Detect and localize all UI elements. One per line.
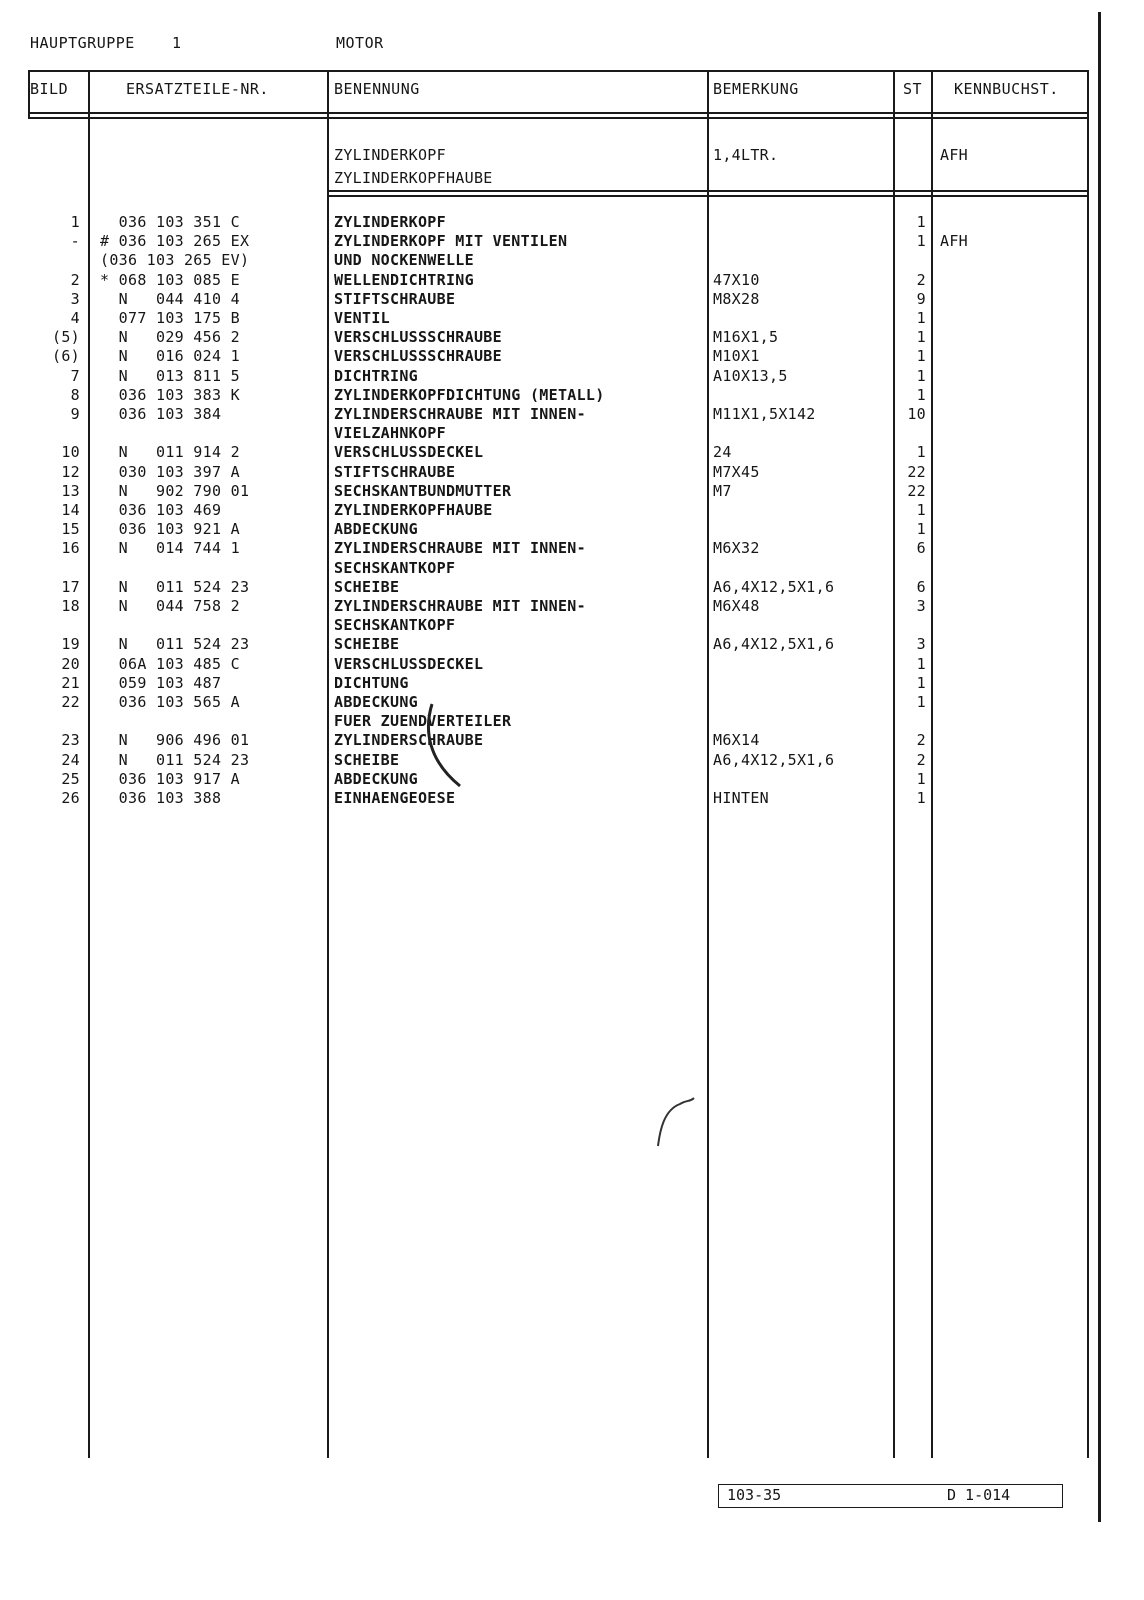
row-quantity: 1: [916, 693, 926, 711]
row-bild-number: (5): [52, 328, 80, 347]
row-part-name: SCHEIBE: [334, 750, 400, 769]
row-bild-number: 14: [61, 501, 80, 519]
section-title: ZYLINDERKOPF: [334, 146, 446, 164]
row-part-number: N 011 524 23: [100, 577, 250, 596]
row-remark: M16X1,5: [713, 328, 779, 347]
row-part-name: VERSCHLUSSSCHRAUBE: [334, 347, 502, 366]
row-part-name: ZYLINDERKOPF: [334, 213, 446, 231]
row-remark: 47X10: [713, 270, 760, 289]
row-part-name: STIFTSCHRAUBE: [334, 462, 456, 481]
table-row: [0, 559, 1144, 578]
row-part-name: ZYLINDERSCHRAUBE MIT INNEN-: [334, 597, 586, 615]
table-row: [0, 271, 1144, 290]
row-quantity: 2: [916, 731, 926, 750]
row-bild-number: 19: [61, 635, 80, 654]
row-part-number: 036 103 351 C: [100, 213, 240, 231]
table-row: [0, 635, 1144, 654]
row-part-name: SCHEIBE: [334, 577, 400, 596]
table-row: [0, 616, 1144, 635]
row-quantity: 1: [916, 520, 926, 539]
row-part-number: 077 103 175 B: [100, 309, 240, 327]
row-quantity: 1: [916, 443, 926, 462]
row-part-number: N 029 456 2: [100, 328, 240, 347]
row-quantity: 10: [907, 405, 926, 423]
row-quantity: 3: [916, 597, 926, 615]
row-bild-number: 10: [61, 443, 80, 462]
row-part-number: 036 103 565 A: [100, 693, 240, 711]
row-quantity: 1: [916, 654, 926, 673]
row-bild-number: 24: [61, 750, 80, 769]
row-part-number: 036 103 917 A: [100, 769, 240, 788]
table-row: [0, 443, 1144, 462]
group-title: MOTOR: [336, 34, 384, 52]
row-bild-number: 8: [70, 385, 80, 404]
row-bild-number: 7: [70, 366, 80, 385]
row-bild-number: 25: [61, 769, 80, 788]
row-quantity: 1: [916, 309, 926, 327]
page-reference: 103-35: [727, 1486, 782, 1504]
row-remark: M6X48: [713, 597, 760, 615]
row-bild-number: (6): [52, 347, 80, 366]
row-part-name: VERSCHLUSSDECKEL: [334, 443, 484, 462]
row-part-number: N 044 410 4: [100, 289, 240, 308]
table-row: [0, 309, 1144, 328]
col-header-qty: ST: [903, 80, 923, 98]
row-quantity: 1: [916, 213, 926, 231]
row-part-number: N 016 024 1: [100, 347, 240, 366]
table-row: [0, 597, 1144, 616]
row-quantity: 22: [907, 462, 926, 481]
row-part-number: N 011 914 2: [100, 443, 240, 462]
table-row: [0, 290, 1144, 309]
table-row: [0, 424, 1144, 443]
row-part-number: 030 103 397 A: [100, 462, 240, 481]
header-separator-2: [28, 117, 1088, 119]
row-bild-number: 1: [70, 213, 80, 231]
col-header-code: KENNBUCHST.: [954, 80, 1059, 98]
row-bild-number: 18: [61, 597, 80, 615]
row-part-name: ABDECKUNG: [334, 520, 418, 539]
table-row: [0, 501, 1144, 520]
row-part-name: ZYLINDERKOPFHAUBE: [334, 501, 493, 519]
row-part-name: ZYLINDERKOPF MIT VENTILEN: [334, 232, 568, 251]
row-code: AFH: [940, 232, 968, 251]
row-part-number: 036 103 469: [100, 501, 222, 519]
row-part-number: N 014 744 1: [100, 539, 240, 558]
table-row: [0, 405, 1144, 424]
row-remark: A6,4X12,5X1,6: [713, 577, 835, 596]
row-remark: M6X14: [713, 731, 760, 750]
row-part-number: (036 103 265 EV): [100, 251, 250, 270]
row-bild-number: 13: [61, 481, 80, 500]
row-part-name: ZYLINDERKOPFDICHTUNG (METALL): [334, 385, 605, 404]
row-remark: HINTEN: [713, 789, 769, 807]
row-part-name: DICHTRING: [334, 366, 418, 385]
row-part-name: VERSCHLUSSDECKEL: [334, 654, 484, 673]
row-part-number: 036 103 921 A: [100, 520, 240, 539]
row-part-name: DICHTUNG: [334, 673, 409, 692]
row-remark: M10X1: [713, 347, 760, 366]
row-quantity: 6: [916, 577, 926, 596]
row-quantity: 2: [916, 270, 926, 289]
header-separator-1: [28, 112, 1088, 114]
row-part-name: ZYLINDERSCHRAUBE: [334, 731, 484, 750]
row-part-name: VENTIL: [334, 309, 390, 327]
row-bild-number: 3: [70, 289, 80, 308]
row-bild-number: -: [70, 232, 80, 251]
row-quantity: 1: [916, 328, 926, 347]
row-part-name: ABDECKUNG: [334, 769, 418, 788]
row-part-number: 036 103 384: [100, 405, 222, 423]
row-bild-number: 12: [61, 462, 80, 481]
row-part-name: VIELZAHNKOPF: [334, 424, 446, 443]
table-row: [0, 213, 1144, 232]
row-quantity: 1: [916, 385, 926, 404]
table-row: [0, 482, 1144, 501]
table-top-border: [28, 70, 1088, 72]
row-part-number: N 013 811 5: [100, 366, 240, 385]
table-row: [0, 463, 1144, 482]
table-row: [0, 578, 1144, 597]
row-part-number: 059 103 487: [100, 673, 222, 692]
row-part-name: VERSCHLUSSSCHRAUBE: [334, 328, 502, 347]
section-remark: 1,4LTR.: [713, 146, 779, 164]
row-part-number: N 011 524 23: [100, 635, 250, 654]
table-row: [0, 770, 1144, 789]
row-remark: M6X32: [713, 539, 760, 558]
row-part-number: * 068 103 085 E: [100, 270, 240, 289]
row-quantity: 2: [916, 750, 926, 769]
table-row: [0, 328, 1144, 347]
row-bild-number: 9: [70, 405, 80, 423]
table-row: [0, 712, 1144, 731]
row-part-number: N 044 758 2: [100, 597, 240, 615]
row-remark: M7: [713, 481, 732, 500]
row-part-name: STIFTSCHRAUBE: [334, 289, 456, 308]
row-quantity: 3: [916, 635, 926, 654]
row-part-number: N 011 524 23: [100, 750, 250, 769]
section-code: AFH: [940, 146, 968, 164]
row-part-number: N 902 790 01: [100, 481, 250, 500]
row-part-number: N 906 496 01: [100, 731, 250, 750]
row-quantity: 6: [916, 539, 926, 558]
row-remark: A10X13,5: [713, 366, 788, 385]
row-quantity: 1: [916, 366, 926, 385]
row-part-number: # 036 103 265 EX: [100, 232, 250, 251]
stray-mark-artifact: [650, 1090, 700, 1150]
row-quantity: 1: [916, 347, 926, 366]
row-part-name: ABDECKUNG: [334, 693, 418, 711]
row-part-name: SECHSKANTKOPF: [334, 558, 456, 577]
row-part-name: FUER ZUENDVERTEILER: [334, 712, 512, 731]
row-quantity: 1: [916, 232, 926, 251]
row-part-name: SECHSKANTBUNDMUTTER: [334, 481, 512, 500]
row-remark: M8X28: [713, 289, 760, 308]
row-part-name: ZYLINDERSCHRAUBE MIT INNEN-: [334, 539, 586, 558]
row-quantity: 1: [916, 789, 926, 807]
row-part-name: UND NOCKENWELLE: [334, 251, 474, 270]
row-quantity: 1: [916, 673, 926, 692]
group-number: 1: [172, 34, 182, 52]
row-bild-number: 2: [70, 270, 80, 289]
group-label: HAUPTGRUPPE: [30, 34, 135, 52]
table-row: [0, 731, 1144, 750]
row-quantity: 1: [916, 501, 926, 519]
row-remark: A6,4X12,5X1,6: [713, 635, 835, 654]
row-bild-number: 15: [61, 520, 80, 539]
table-row: [0, 367, 1144, 386]
row-bild-number: 21: [61, 673, 80, 692]
col-header-remark: BEMERKUNG: [713, 80, 799, 98]
row-bild-number: 4: [70, 309, 80, 327]
section-row-2: [0, 169, 1144, 188]
table-row: [0, 347, 1144, 366]
table-row: [0, 251, 1144, 270]
table-row: [0, 789, 1144, 808]
section-subtitle: ZYLINDERKOPFHAUBE: [334, 169, 493, 187]
page-footer: [718, 1484, 1063, 1508]
table-row: [0, 232, 1144, 251]
row-quantity: 9: [916, 289, 926, 308]
row-quantity: 1: [916, 769, 926, 788]
row-part-name: ZYLINDERSCHRAUBE MIT INNEN-: [334, 405, 586, 423]
row-remark: M11X1,5X142: [713, 405, 816, 423]
pen-mark-artifact: [420, 700, 480, 790]
table-row: [0, 386, 1144, 405]
row-quantity: 22: [907, 481, 926, 500]
row-remark: M7X45: [713, 462, 760, 481]
col-header-name: BENENNUNG: [334, 80, 420, 98]
row-bild-number: 16: [61, 539, 80, 558]
table-row: [0, 520, 1144, 539]
table-row: [0, 693, 1144, 712]
table-row: [0, 674, 1144, 693]
row-part-number: 06A 103 485 C: [100, 654, 240, 673]
row-bild-number: 17: [61, 577, 80, 596]
row-remark: 24: [713, 443, 732, 462]
page-code: D 1-014: [947, 1486, 1011, 1504]
row-part-number: 036 103 383 K: [100, 385, 240, 404]
row-bild-number: 23: [61, 731, 80, 750]
row-part-name: SCHEIBE: [334, 635, 400, 654]
row-bild-number: 22: [61, 693, 80, 711]
table-row: [0, 751, 1144, 770]
table-row: [0, 655, 1144, 674]
row-part-name: WELLENDICHTRING: [334, 270, 474, 289]
row-bild-number: 26: [61, 789, 80, 807]
table-row: [0, 539, 1144, 558]
row-part-name: SECHSKANTKOPF: [334, 616, 456, 635]
col-header-bild: BILD: [30, 80, 69, 98]
row-part-number: 036 103 388: [100, 789, 222, 807]
row-bild-number: 20: [61, 654, 80, 673]
row-remark: A6,4X12,5X1,6: [713, 750, 835, 769]
section-row-1: [0, 146, 1144, 165]
col-header-part: ERSATZTEILE-NR.: [126, 80, 269, 98]
row-part-name: EINHAENGEOESE: [334, 789, 456, 807]
